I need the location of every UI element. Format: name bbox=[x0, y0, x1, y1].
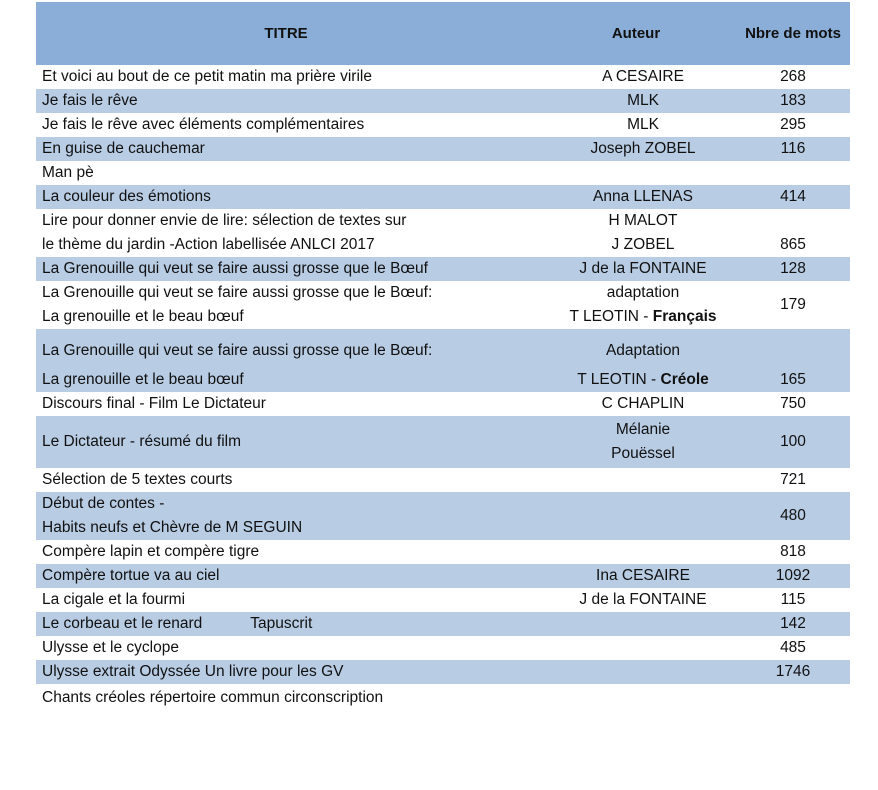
title-text: Le corbeau et le renard bbox=[42, 615, 203, 632]
table-row bbox=[36, 113, 850, 137]
table-row bbox=[36, 564, 850, 588]
word-count-cell: 128 bbox=[780, 260, 806, 277]
author-cell bbox=[550, 281, 736, 329]
table-row bbox=[36, 137, 850, 161]
author-cell bbox=[550, 339, 736, 392]
word-count-cell: 750 bbox=[780, 395, 806, 412]
table-row bbox=[36, 281, 850, 329]
word-count-cell: 721 bbox=[780, 471, 806, 488]
word-count-cell: 414 bbox=[780, 188, 806, 205]
author-cell bbox=[550, 468, 736, 492]
author-line bbox=[550, 368, 736, 392]
title-cell bbox=[36, 612, 550, 636]
title-cell: Chants créoles répertoire commun circonscription bbox=[42, 689, 384, 706]
table-row bbox=[36, 660, 850, 684]
word-count-cell: 179 bbox=[780, 296, 806, 313]
author-cell bbox=[550, 636, 736, 660]
tapuscrit-label: Tapuscrit bbox=[250, 615, 313, 632]
table-row bbox=[36, 416, 850, 468]
author-line bbox=[550, 305, 736, 329]
word-count-cell: 295 bbox=[780, 116, 806, 133]
header-mots: Nbre de mots bbox=[745, 25, 841, 42]
author-line: J ZOBEL bbox=[611, 236, 675, 253]
title-cell: Sélection de 5 textes courts bbox=[42, 471, 233, 488]
title-cell: Compère tortue va au ciel bbox=[42, 567, 220, 584]
word-count-cell: 485 bbox=[780, 639, 806, 656]
word-count-cell: 268 bbox=[780, 68, 806, 85]
table-row bbox=[36, 89, 850, 113]
table-row bbox=[36, 468, 850, 492]
title-cell: La couleur des émotions bbox=[42, 188, 211, 205]
author-cell: Ina CESAIRE bbox=[596, 567, 690, 584]
title-cell: Compère lapin et compère tigre bbox=[42, 543, 260, 560]
title-cell: La Grenouille qui veut se faire aussi grosse que le Bœuf bbox=[42, 260, 428, 277]
title-cell: La cigale et la fourmi bbox=[42, 591, 186, 608]
header-auteur: Auteur bbox=[611, 25, 661, 42]
author-cell bbox=[550, 686, 736, 710]
word-count-cell: 1746 bbox=[775, 663, 811, 680]
title-cell: Je fais le rêve bbox=[42, 92, 138, 109]
header-titre: TITRE bbox=[264, 25, 308, 42]
author-cell: MLK bbox=[627, 92, 659, 109]
word-count-cell: 115 bbox=[780, 591, 806, 608]
table-row bbox=[36, 492, 850, 540]
title-cell: Et voici au bout de ce petit matin ma prière virile bbox=[42, 68, 372, 85]
table-row bbox=[36, 636, 850, 660]
language-label: Français bbox=[652, 308, 717, 325]
title-line: Habits neufs et Chèvre de M SEGUIN bbox=[42, 519, 303, 536]
title-cell: Le Dictateur - résumé du film bbox=[42, 433, 241, 450]
table-header bbox=[36, 2, 850, 65]
word-count-cell bbox=[736, 161, 850, 185]
title-cell bbox=[36, 209, 550, 257]
title-line: le thème du jardin -Action labellisée ANLCI 2017 bbox=[42, 236, 375, 253]
author-cell: A CESAIRE bbox=[602, 68, 684, 85]
author-line: adaptation bbox=[606, 284, 680, 301]
author-line: H MALOT bbox=[608, 212, 678, 229]
word-count-cell bbox=[736, 686, 850, 710]
table-row bbox=[36, 684, 850, 710]
author-line: Mélanie bbox=[615, 421, 671, 438]
language-label: Créole bbox=[660, 371, 709, 388]
author-cell: C CHAPLIN bbox=[601, 395, 685, 412]
author-cell bbox=[550, 540, 736, 564]
table-row bbox=[36, 588, 850, 612]
author-cell: J de la FONTAINE bbox=[579, 591, 707, 608]
author-name: T LEOTIN - bbox=[569, 308, 653, 325]
author-cell: Joseph ZOBEL bbox=[590, 140, 696, 157]
author-cell: J de la FONTAINE bbox=[579, 260, 707, 277]
title-cell bbox=[36, 339, 550, 392]
word-count-cell: 142 bbox=[780, 615, 806, 632]
author-line: Pouëssel bbox=[611, 445, 675, 462]
table-row bbox=[36, 540, 850, 564]
author-cell bbox=[550, 418, 736, 466]
word-count-cell: 480 bbox=[780, 507, 806, 524]
table-row bbox=[36, 329, 850, 392]
title-cell bbox=[36, 492, 550, 540]
table-row bbox=[36, 209, 850, 257]
author-cell bbox=[550, 660, 736, 684]
word-count-cell: 1092 bbox=[775, 567, 811, 584]
author-cell bbox=[550, 612, 736, 636]
title-cell: En guise de cauchemar bbox=[42, 140, 205, 157]
title-line: La grenouille et le beau bœuf bbox=[42, 371, 244, 388]
word-count-cell: 818 bbox=[780, 543, 806, 560]
title-line: La Grenouille qui veut se faire aussi grosse que le Bœuf: bbox=[42, 284, 433, 301]
title-cell: Je fais le rêve avec éléments complémentaires bbox=[42, 116, 365, 133]
word-count-cell: 865 bbox=[780, 236, 806, 253]
word-count-cell: 100 bbox=[780, 433, 806, 450]
author-line: Adaptation bbox=[605, 342, 681, 359]
word-count-cell: 116 bbox=[780, 140, 806, 157]
author-cell bbox=[550, 209, 736, 257]
table-row bbox=[36, 65, 850, 89]
table-row bbox=[36, 185, 850, 209]
title-line: Lire pour donner envie de lire: sélection de textes sur bbox=[42, 212, 407, 229]
title-cell bbox=[36, 281, 550, 325]
author-cell: Anna LLENAS bbox=[593, 188, 693, 205]
author-name: T LEOTIN - bbox=[577, 371, 661, 388]
title-cell: Discours final - Film Le Dictateur bbox=[42, 395, 266, 412]
table-row bbox=[36, 392, 850, 416]
title-line: Début de contes - bbox=[42, 495, 165, 512]
author-cell bbox=[550, 161, 736, 185]
title-cell: Man pè bbox=[42, 164, 94, 181]
author-cell: MLK bbox=[627, 116, 659, 133]
title-line: La grenouille et le beau bœuf bbox=[42, 308, 244, 325]
author-cell bbox=[550, 492, 736, 540]
title-cell: Ulysse extrait Odyssée Un livre pour les GV bbox=[42, 663, 344, 680]
works-table bbox=[36, 2, 850, 710]
title-line: La Grenouille qui veut se faire aussi grosse que le Bœuf: bbox=[42, 342, 433, 359]
table-row bbox=[36, 161, 850, 185]
word-count-cell: 183 bbox=[780, 92, 806, 109]
table-row bbox=[36, 612, 850, 636]
table-row bbox=[36, 257, 850, 281]
title-cell: Ulysse et le cyclope bbox=[42, 639, 179, 656]
word-count-cell: 165 bbox=[780, 371, 806, 388]
